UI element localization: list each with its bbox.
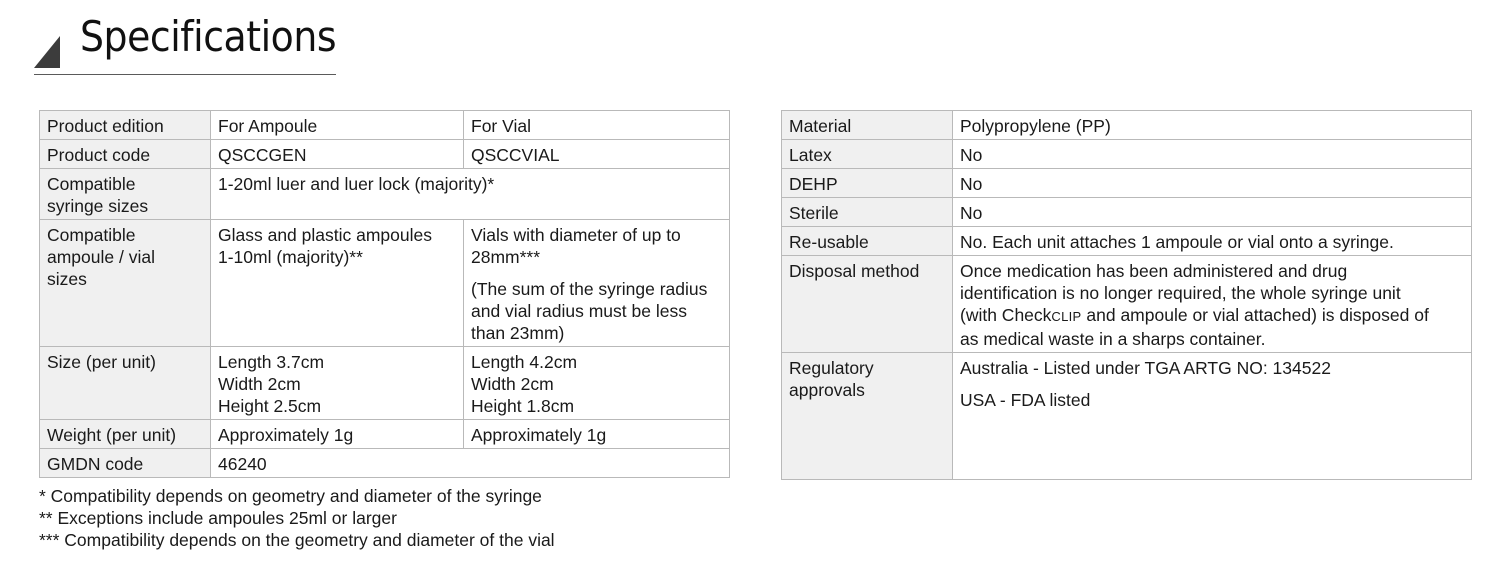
- text-fragment: (with Check: [960, 305, 1052, 325]
- text-line: 28mm***: [471, 247, 541, 267]
- table-row: [782, 353, 1472, 480]
- row-label: [782, 353, 953, 480]
- footnotes: [39, 485, 555, 551]
- text-line: USA - FDA listed: [960, 390, 1091, 410]
- table-row: [40, 220, 730, 347]
- cell-value: QSCCGEN: [211, 140, 464, 169]
- cell-value: [953, 353, 1472, 480]
- spec-table-left: [39, 110, 730, 478]
- cell-value: For Ampoule: [211, 111, 464, 140]
- table-row: [40, 111, 730, 140]
- cell-value: No. Each unit attaches 1 ampoule or vial onto a syringe.: [953, 227, 1472, 256]
- text-line: Width 2cm: [471, 374, 554, 394]
- table-row: [782, 111, 1472, 140]
- section-heading: [34, 10, 336, 75]
- text-line: identification is no longer required, the whole syringe unit: [960, 283, 1401, 303]
- label-line: Regulatory: [789, 358, 874, 378]
- text-line: Vials with diameter of up to: [471, 225, 681, 245]
- table-row: [40, 169, 730, 220]
- text-line: Length 3.7cm: [218, 352, 325, 372]
- footnote: *** Compatibility depends on the geometry and diameter of the vial: [39, 530, 555, 550]
- cell-value: Polypropylene (PP): [953, 111, 1472, 140]
- text-line: and vial radius must be less: [471, 301, 687, 321]
- cell-value: No: [953, 140, 1472, 169]
- cell-value: 1-20ml luer and luer lock (majority)*: [211, 169, 730, 220]
- text-line: than 23mm): [471, 323, 565, 343]
- label-line: Compatible: [47, 174, 136, 194]
- cell-value: [211, 220, 464, 347]
- cell-value: No: [953, 169, 1472, 198]
- text-line: Glass and plastic ampoules: [218, 225, 432, 245]
- cell-value: 46240: [211, 449, 730, 478]
- row-label: Disposal method: [782, 256, 953, 353]
- row-label: Latex: [782, 140, 953, 169]
- row-label: Weight (per unit): [40, 420, 211, 449]
- row-label: [40, 169, 211, 220]
- page-title: Specifications: [80, 12, 337, 61]
- cell-value: [211, 347, 464, 420]
- text-line: Width 2cm: [218, 374, 301, 394]
- label-line: syringe sizes: [47, 196, 149, 216]
- cell-value: No: [953, 198, 1472, 227]
- table-row: [40, 347, 730, 420]
- checkclip-smallcaps: CLIP: [1051, 309, 1082, 324]
- text-line: Height 2.5cm: [218, 396, 322, 416]
- table-row: [782, 198, 1472, 227]
- label-line: sizes: [47, 269, 87, 289]
- cell-value: [464, 347, 730, 420]
- footnote: ** Exceptions include ampoules 25ml or larger: [39, 508, 397, 528]
- row-label: Size (per unit): [40, 347, 211, 420]
- row-label: Re-usable: [782, 227, 953, 256]
- row-label: Sterile: [782, 198, 953, 227]
- table-row: [782, 227, 1472, 256]
- text-line: (The sum of the syringe radius: [471, 279, 708, 299]
- text-line: 1-10ml (majority)**: [218, 247, 363, 267]
- table-row: [40, 449, 730, 478]
- table-row: [782, 169, 1472, 198]
- text-line: Length 4.2cm: [471, 352, 578, 372]
- row-label: Material: [782, 111, 953, 140]
- row-label: [40, 220, 211, 347]
- text-line: [960, 304, 1464, 328]
- cell-value: QSCCVIAL: [464, 140, 730, 169]
- footnote: * Compatibility depends on geometry and diameter of the syringe: [39, 486, 542, 506]
- label-line: approvals: [789, 380, 865, 400]
- row-label: Product code: [40, 140, 211, 169]
- text-paragraph: [471, 278, 722, 344]
- row-label: GMDN code: [40, 449, 211, 478]
- table-row: [782, 256, 1472, 353]
- cell-value: Approximately 1g: [464, 420, 730, 449]
- label-line: Compatible: [47, 225, 136, 245]
- cell-value: Approximately 1g: [211, 420, 464, 449]
- cell-value: For Vial: [464, 111, 730, 140]
- text-fragment: and ampoule or vial attached) is disposed of: [1081, 305, 1429, 325]
- row-label: Product edition: [40, 111, 211, 140]
- cell-value: [464, 220, 730, 347]
- text-line: Once medication has been administered and drug: [960, 261, 1348, 281]
- table-row: [40, 420, 730, 449]
- text-line: Height 1.8cm: [471, 396, 575, 416]
- table-row: [40, 140, 730, 169]
- cell-value: [953, 256, 1472, 353]
- row-label: DEHP: [782, 169, 953, 198]
- spec-table-right: [781, 110, 1472, 480]
- text-line: Australia - Listed under TGA ARTG NO: 134522: [960, 358, 1331, 378]
- triangle-icon: [34, 36, 60, 68]
- text-line: as medical waste in a sharps container.: [960, 329, 1266, 349]
- label-line: ampoule / vial: [47, 247, 155, 267]
- table-row: [782, 140, 1472, 169]
